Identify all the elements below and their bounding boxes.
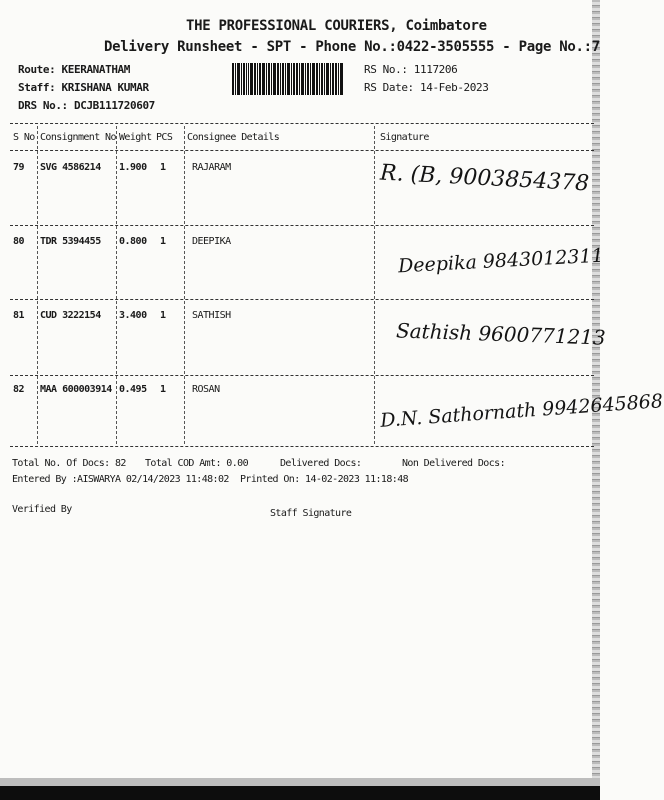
row-sno: 81: [13, 310, 25, 321]
col-header-signature: Signature: [380, 132, 429, 143]
table-top-rule: [10, 123, 594, 124]
row-sno: 80: [13, 236, 25, 247]
total-cod: Total COD Amt: 0.00: [145, 458, 248, 469]
scan-bottom-edge: [0, 786, 600, 800]
col-header-pcs: PCS: [156, 132, 173, 143]
row-pcs: 1: [160, 310, 166, 321]
col-header-weight: Weight: [119, 132, 152, 143]
row-pcs: 1: [160, 384, 166, 395]
col-header-sno: S No: [13, 132, 35, 143]
runsheet-subtitle: Delivery Runsheet - SPT - Phone No.:0422-3505555 - Page No.:7: [104, 39, 600, 55]
col-divider: [184, 126, 185, 444]
row-signature: Deepika 9843012311: [397, 244, 605, 278]
row-weight: 0.800: [119, 236, 147, 247]
row-consignment: CUD 3222154: [40, 310, 101, 321]
row-weight: 0.495: [119, 384, 147, 395]
row-weight: 1.900: [119, 162, 147, 173]
row-sno: 79: [13, 162, 25, 173]
company-title: THE PROFESSIONAL COURIERS, Coimbatore: [186, 18, 487, 34]
row-signature: R. (B, 9003854378: [379, 160, 590, 197]
row-consignee: DEEPIKA: [192, 236, 231, 247]
table-header-rule: [10, 150, 594, 151]
row-signature: Sathish 9600771213: [395, 318, 607, 350]
row-consignee: RAJARAM: [192, 162, 231, 173]
row-rule: [10, 375, 594, 376]
staff-signature: Staff Signature: [270, 508, 352, 519]
col-header-consignment: Consignment No: [40, 132, 116, 143]
entered-by: Entered By :AISWARYA 02/14/2023 11:48:02: [12, 474, 229, 485]
row-consignee: SATHISH: [192, 310, 231, 321]
row-consignment: MAA 600003914: [40, 384, 112, 395]
row-sno: 82: [13, 384, 25, 395]
row-rule: [10, 225, 594, 226]
total-docs: Total No. Of Docs: 82: [12, 458, 126, 469]
row-weight: 3.400: [119, 310, 147, 321]
row-rule: [10, 299, 594, 300]
col-header-consignee: Consignee Details: [187, 132, 280, 143]
non-delivered-docs: Non Delivered Docs:: [402, 458, 505, 469]
col-divider: [374, 126, 375, 444]
col-divider: [116, 126, 117, 444]
col-divider: [37, 126, 38, 444]
drs-label: DRS No.: DCJB111720607: [18, 99, 155, 112]
row-consignment: TDR 5394455: [40, 236, 101, 247]
row-consignee: ROSAN: [192, 384, 220, 395]
row-signature: D.N. Sathornath 9942645868: [379, 390, 664, 432]
verified-by: Verified By: [12, 504, 72, 515]
rs-number: RS No.: 1117206: [364, 63, 458, 76]
printed-on: Printed On: 14-02-2023 11:18:48: [240, 474, 409, 485]
row-pcs: 1: [160, 162, 166, 173]
staff-label: Staff: KRISHANA KUMAR: [18, 81, 149, 94]
scan-shadow: [0, 778, 600, 786]
rs-date: RS Date: 14-Feb-2023: [364, 81, 489, 94]
delivered-docs: Delivered Docs:: [280, 458, 362, 469]
row-pcs: 1: [160, 236, 166, 247]
row-consignment: SVG 4586214: [40, 162, 101, 173]
route-label: Route: KEERANATHAM: [18, 63, 131, 76]
table-bottom-rule: [10, 446, 594, 447]
barcode: [232, 63, 356, 95]
